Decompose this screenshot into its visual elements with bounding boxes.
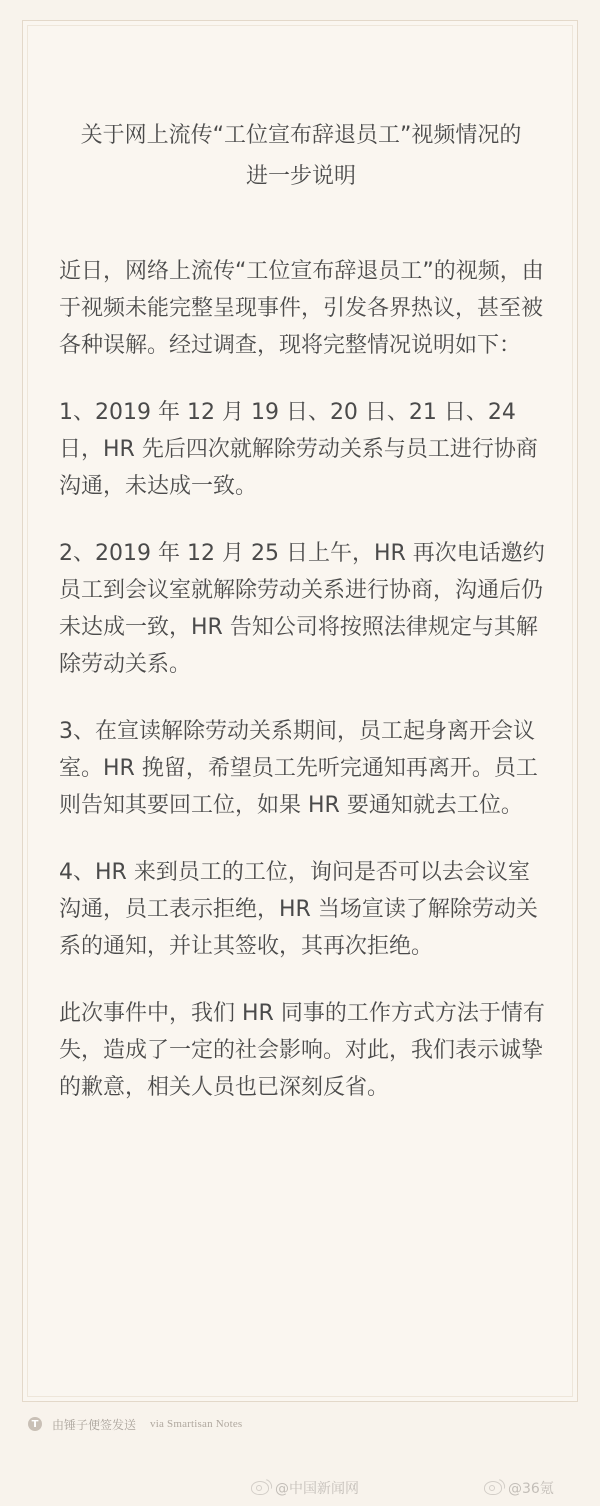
weibo-watermark-right [484, 1478, 554, 1498]
weibo-watermark-left [251, 1478, 359, 1498]
fact-paragraph-3: 3、在宣读解除劳动关系期间，员工起身离开会议室。HR 挽留，希望员工先听完通知再离开。员工则告知其要回工位，如果 HR 要通知就去工位。 [59, 719, 538, 818]
notice-content [59, 253, 549, 1136]
fact-paragraph-2: 2、2019 年 12 月 25 日上午，HR 再次电话邀约员工到会议室就解除劳动关系进行协商，沟通后仍未达成一致，HR 告知公司将按照法律规定与其解除劳动关系。 [59, 541, 545, 677]
paper-corner-top-left [22, 20, 37, 35]
fact-paragraph-1: 1、2019 年 12 月 19 日、20 日、21 日、24 日，HR 先后四次就解除劳动关系与员工进行协商沟通，未达成一致。 [59, 400, 538, 499]
notice-title-line-1: 关于网上流传“工位宣布辞退员工”视频情况的 [80, 123, 522, 148]
paper-corner-bottom-right [563, 1387, 578, 1402]
weibo-icon [251, 1481, 269, 1495]
watermark-left-text: @中国新闻网 [275, 1481, 359, 1497]
note-app-icon: T [28, 1417, 42, 1431]
intro-paragraph: 近日，网络上流传“工位宣布辞退员工”的视频，由于视频未能完整呈现事件，引发各界热议，甚至被各种误解。经过调查，现将完整情况说明如下： [59, 259, 544, 358]
paper-corner-top-right [563, 20, 578, 35]
notice-paper [22, 20, 578, 1402]
footer-sent-text: 由锤子便签发送 [52, 1417, 137, 1432]
notice-title-line-2: 进一步说明 [245, 164, 356, 189]
notice-title [68, 115, 534, 197]
fact-paragraph-4: 4、HR 来到员工的工位，询问是否可以去会议室沟通，员工表示拒绝，HR 当场宣读了解除劳动关系的通知，并让其签收，其再次拒绝。 [59, 860, 538, 959]
watermark-right-text: @36氪 [508, 1481, 554, 1497]
footer-brand-text: via Smartisan Notes [150, 1418, 243, 1430]
weibo-icon [484, 1481, 502, 1495]
paper-corner-bottom-left [22, 1387, 37, 1402]
apology-paragraph: 此次事件中，我们 HR 同事的工作方式方法于情有失，造成了一定的社会影响。对此，我们表示诚挚的歉意，相关人员也已深刻反省。 [59, 1001, 545, 1100]
app-footer [28, 1414, 242, 1434]
